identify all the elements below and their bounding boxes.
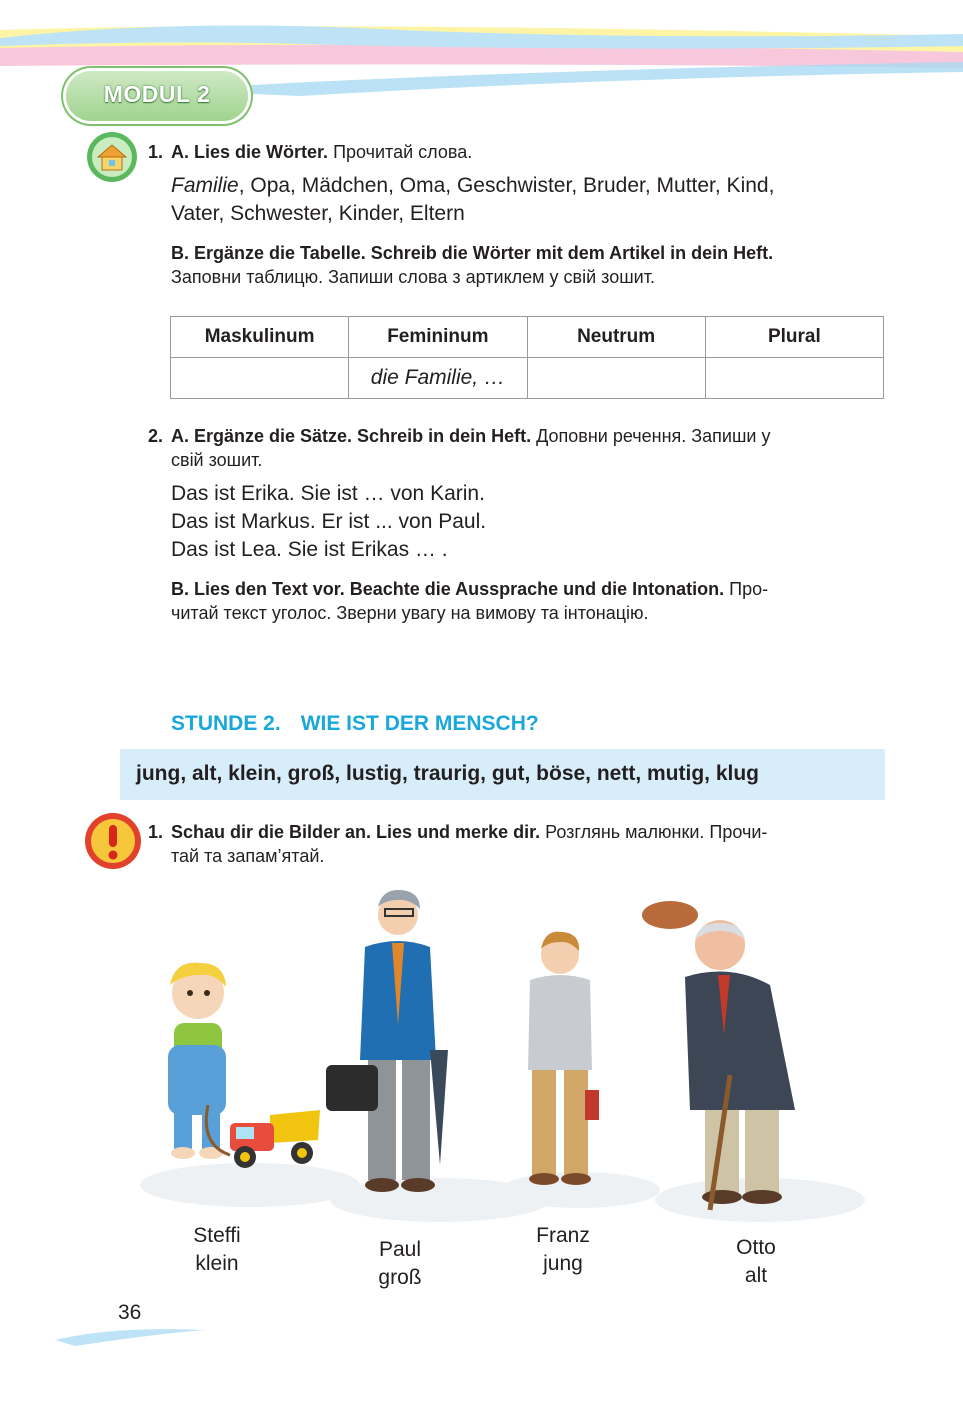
word-familie: Familie <box>171 174 239 197</box>
task-number: 1. <box>148 142 164 162</box>
instruction-uk-cont: тай та запам’ятай. <box>171 846 325 866</box>
header-plural: Plural <box>705 317 883 358</box>
word-list-line2: Vater, Schwester, Kinder, Eltern <box>171 202 465 225</box>
task3-instruction <box>148 820 886 868</box>
figure-name: Steffi <box>193 1224 241 1247</box>
exclamation-icon <box>84 812 142 870</box>
caption-steffi <box>157 1222 277 1278</box>
instruction-uk-cont: свій зошит. <box>171 450 263 470</box>
instruction-uk: Прочитай слова. <box>333 142 473 162</box>
sentences <box>171 480 886 564</box>
instruction-de: B. Lies den Text vor. Beachte die Aussprache und die Intonation. <box>171 579 725 599</box>
caption-franz <box>503 1222 623 1278</box>
task-number: 1. <box>148 822 164 842</box>
figure-adjective: klein <box>195 1252 239 1275</box>
cell-maskulinum <box>171 358 349 399</box>
task2-instruction <box>148 424 886 472</box>
figure-name: Otto <box>736 1236 776 1259</box>
instruction-de: B. Ergänze die Tabelle. Schreib die Wörter mit dem Artikel in dein Heft. <box>171 243 774 263</box>
task-number: 2. <box>148 426 164 446</box>
task1-instruction <box>148 140 886 164</box>
vocab-box <box>120 749 885 800</box>
cell-femininum: die Familie, … <box>349 358 527 399</box>
instruction-de: A. Ergänze die Sätze. Schreib in dein Heft. <box>171 426 532 446</box>
figure-otto <box>642 901 795 1210</box>
instruction-de: A. Lies die Wörter. <box>171 142 329 162</box>
lesson-title <box>171 712 539 736</box>
figure-paul <box>326 890 448 1192</box>
module-label: MODUL 2 <box>103 81 211 107</box>
header-femininum: Femininum <box>349 317 527 358</box>
figure-steffi <box>168 963 230 1159</box>
module-badge <box>66 71 248 121</box>
table-header-row <box>171 317 884 358</box>
figure-adjective: groß <box>378 1266 422 1289</box>
instruction-uk-cont: читай текст уголос. Зверни увагу на вимову та інтонацію. <box>171 603 649 623</box>
lesson-label: STUNDE 2. <box>171 712 281 735</box>
figure-name: Franz <box>536 1224 590 1247</box>
toy-truck <box>230 1110 320 1168</box>
sentence: Das ist Erika. Sie ist … von Karin. <box>171 482 485 505</box>
task1-b-instruction <box>171 241 886 289</box>
instruction-uk: Доповни речення. Запиши у <box>536 426 771 446</box>
house-icon <box>86 131 138 183</box>
instruction-uk: Розглянь малюнки. Прочи- <box>545 822 768 842</box>
page-number: 36 <box>118 1301 142 1324</box>
figure-franz <box>528 932 599 1185</box>
footer-decoration <box>55 1318 215 1348</box>
table-row <box>171 358 884 399</box>
vocab-list: jung, alt, klein, groß, lustig, traurig, gut, böse, nett, mutig, klug <box>136 762 760 785</box>
sentence: Das ist Lea. Sie ist Erikas … . <box>171 538 448 561</box>
header-maskulinum: Maskulinum <box>171 317 349 358</box>
word-list <box>171 172 886 228</box>
figure-adjective: jung <box>543 1252 583 1275</box>
instruction-uk: Про- <box>729 579 769 599</box>
word-list-line1: , Opa, Mädchen, Oma, Geschwister, Bruder, Mutter, Kind, <box>238 174 775 197</box>
caption-otto <box>696 1234 816 1290</box>
cell-plural <box>705 358 883 399</box>
header-neutrum: Neutrum <box>527 317 705 358</box>
lesson-heading: WIE IST DER MENSCH? <box>300 712 539 735</box>
figure-name: Paul <box>378 1238 422 1261</box>
people-illustration <box>130 885 870 1225</box>
cell-neutrum <box>527 358 705 399</box>
instruction-uk: Заповни таблицю. Запиши слова з артиклем у свій зошит. <box>171 267 655 287</box>
caption-paul <box>340 1236 460 1292</box>
task2-b-instruction <box>171 577 886 625</box>
instruction-de: Schau dir die Bilder an. Lies und merke dir. <box>171 822 541 842</box>
figure-adjective: alt <box>744 1264 768 1287</box>
article-table <box>170 316 884 399</box>
sentence: Das ist Markus. Er ist ... von Paul. <box>171 510 487 533</box>
